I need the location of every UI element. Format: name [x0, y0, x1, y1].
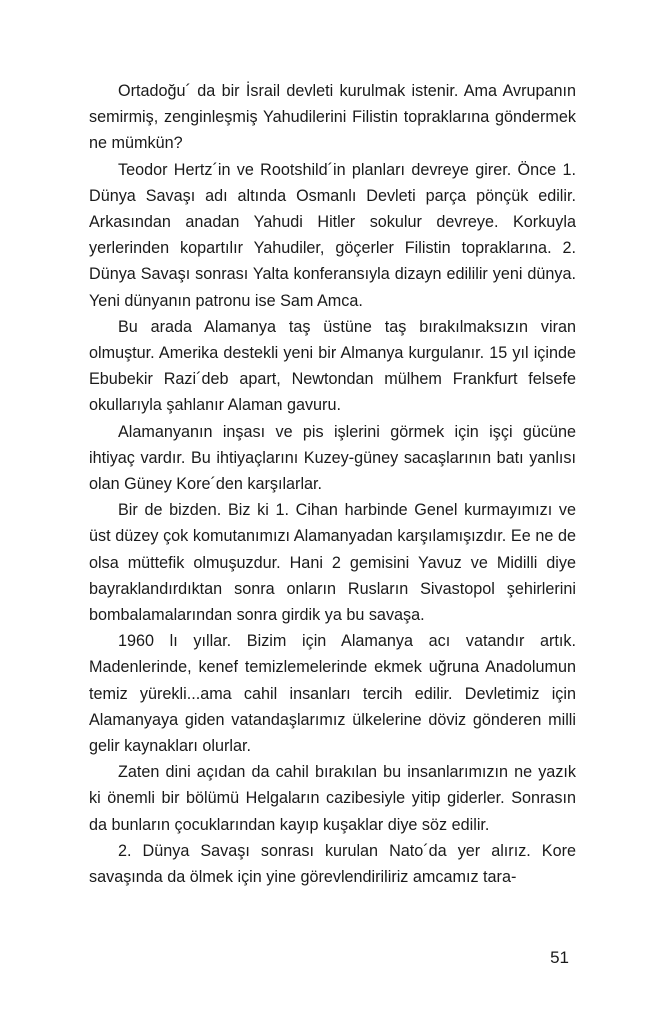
page-number: 51: [550, 948, 569, 967]
paragraph: Bu arada Alamanya taş üstüne taş bırakılmaksızın viran olmuştur. Amerika destekli yeni bir Almanya kurgulanır. 15 yıl içinde Ebubekir Razi´deb apart, Newtondan mülhem Frankfurt felsefe okullarıyla şahlanır Alaman gavuru.: [89, 317, 576, 415]
paragraph: Ortadoğu´ da bir İsrail devleti kurulmak istenir. Ama Avrupanın semirmiş, zenginleşmiş Yahudilerini Filistin topraklarına göndermek ne mümkün?: [89, 82, 576, 153]
paragraph: Teodor Hertz´in ve Rootshild´in planları devreye girer. Önce 1. Dünya Savaşı adı altında Osmanlı Devleti parça pönçük edilir. Arkasından anadan Yahudi Hitler sokulur devreye. Korkuyla yerlerinden kopartılır Yahudiler, göçerler Filistin topraklarına. 2. Dünya Savaşı sonrası Yalta konferansıyla dizayn edililir yeni dünya. Yeni dünyanın patronu ise Sam Amca.: [89, 160, 576, 310]
paragraph: Alamanyanın inşası ve pis işlerini görmek için işçi gücüne ihtiyaç vardır. Bu ihtiyaçlarını Kuzey-güney sacaşlarının batı yanlısı olan Güney Kore´den karşılarlar.: [89, 422, 576, 494]
paragraph: Bir de bizden. Biz ki 1. Cihan harbinde Genel kurmayımızı ve üst düzey çok komutanımızı Alamanyadan karşılamışızdır. Ee ne de olsa müttefik olmuşuzdur. Hani 2 gemisini Yavuz ve Midilli diye bayraklandırdıktan sonra onların Rusların Sivastopol şehirlerini bombalamalarından sonra girdik ya bu savaşa.: [89, 501, 576, 625]
paragraph: 1960 lı yıllar. Bizim için Alamanya acı vatandır artık. Madenlerinde, kenef temizlemelerinde ekmek uğruna Anadolumun temiz yürekli...ama cahil insanları tercih edilir. Devletimiz için Alamanyaya giden vatandaşlarımız ülkelerine döviz gönderen milli gelir kaynakları olurlar.: [89, 632, 576, 756]
paragraph: Zaten dini açıdan da cahil bırakılan bu insanlarımızın ne yazık ki önemli bir bölümü Helgaların cazibesiyle yitip giderler. Sonrasın da bunların çocuklarından kayıp kuşaklar diye söz edilir.: [89, 763, 576, 834]
paragraph: 2. Dünya Savaşı sonrası kurulan Nato´da yer alırız. Kore savaşında da ölmek için yine görevlendiriliriz amcamız tara-: [89, 841, 576, 887]
page-body: [89, 78, 576, 890]
